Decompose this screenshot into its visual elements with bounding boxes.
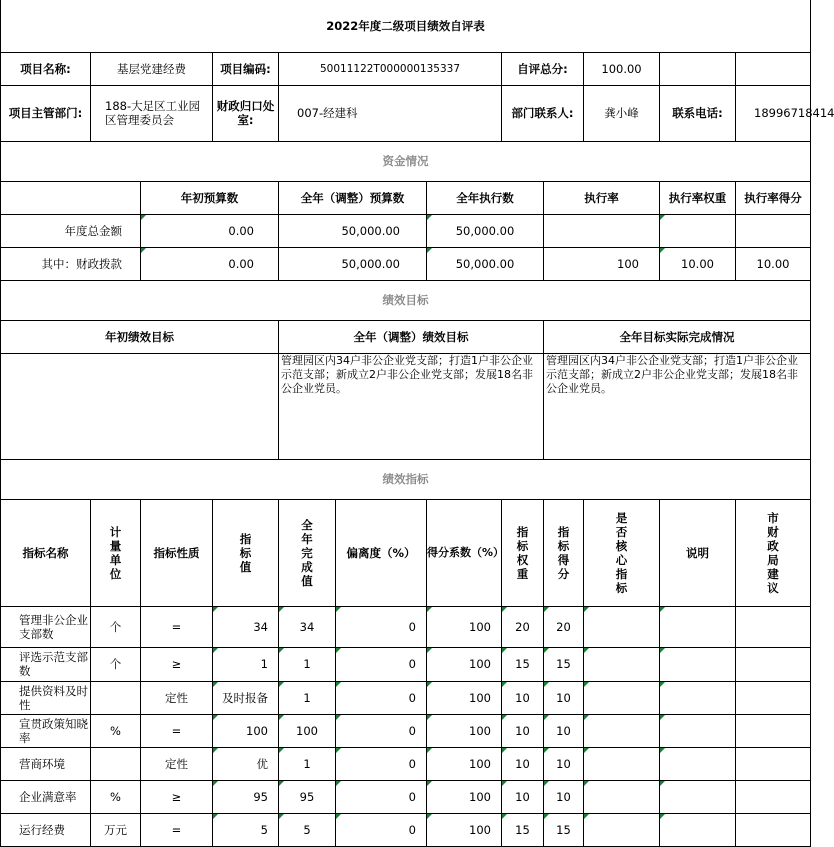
indicator-advice	[736, 747, 811, 780]
ind-header-core: 是否核心指标	[584, 499, 660, 606]
indicator-score: 15	[544, 647, 584, 681]
indicator-deviation: 0	[336, 780, 427, 813]
goals-header-adjusted: 全年（调整）绩效目标	[279, 320, 544, 353]
indicator-coef: 100	[427, 747, 502, 780]
indicator-coef: 100	[427, 813, 502, 846]
indicator-deviation: 0	[336, 681, 427, 714]
goals-header-initial: 年初绩效目标	[1, 320, 279, 353]
indicator-advice	[736, 681, 811, 714]
contact-label: 部门联系人:	[502, 85, 584, 141]
goals-initial	[1, 353, 279, 459]
ind-header-nature: 指标性质	[141, 499, 213, 606]
ind-header-unit: 计量单位	[91, 499, 141, 606]
indicator-deviation: 0	[336, 606, 427, 647]
indicator-done: 1	[279, 647, 336, 681]
goals-section-title: 绩效目标	[1, 280, 811, 320]
indicator-deviation: 0	[336, 714, 427, 747]
funds-header-rate: 执行率	[544, 181, 660, 214]
indicator-value: 1	[213, 647, 279, 681]
empty-header-cell	[1, 181, 141, 214]
indicator-core	[584, 714, 660, 747]
indicator-unit: %	[91, 780, 141, 813]
indicator-row	[1, 606, 811, 647]
indicator-advice	[736, 780, 811, 813]
funds-score: 10.00	[736, 247, 811, 280]
indicator-core	[584, 813, 660, 846]
indicator-unit: %	[91, 714, 141, 747]
indicator-note	[660, 780, 736, 813]
indicator-weight: 15	[502, 813, 544, 846]
indicator-score: 10	[544, 681, 584, 714]
goals-adjusted: 管理园区内34户非公企业党支部；打造1户非公企业示范支部；新成立2户非公企业党支部；发展18名非公企业党员。	[279, 353, 544, 459]
ind-header-score: 指标得分	[544, 499, 584, 606]
funds-row-label: 其中：财政拨款	[1, 247, 141, 280]
sheet-title: 2022年度二级项目绩效自评表	[1, 0, 811, 52]
empty-cell	[736, 52, 811, 85]
indicator-row	[1, 647, 811, 681]
indicator-coef: 100	[427, 681, 502, 714]
indicator-coef: 100	[427, 714, 502, 747]
indicator-note	[660, 606, 736, 647]
indicator-core	[584, 647, 660, 681]
indicator-nature: =	[141, 714, 213, 747]
indicator-done: 95	[279, 780, 336, 813]
ind-header-coef: 得分系数（%）	[427, 499, 502, 606]
indicator-value: 5	[213, 813, 279, 846]
funds-adjusted: 50,000.00	[279, 214, 427, 247]
indicator-row	[1, 747, 811, 780]
funds-header-score: 执行率得分	[736, 181, 811, 214]
indicator-advice	[736, 647, 811, 681]
self-score-label: 自评总分:	[502, 52, 584, 85]
indicator-done: 100	[279, 714, 336, 747]
indicator-deviation: 0	[336, 647, 427, 681]
indicator-value: 优	[213, 747, 279, 780]
indicator-value: 34	[213, 606, 279, 647]
indicator-name: 评选示范支部数	[1, 647, 91, 681]
indicator-weight: 10	[502, 714, 544, 747]
indicator-nature: ≥	[141, 647, 213, 681]
self-score: 100.00	[584, 52, 660, 85]
project-name-label: 项目名称:	[1, 52, 91, 85]
indicator-value: 95	[213, 780, 279, 813]
dept-label: 项目主管部门:	[1, 85, 91, 141]
project-code-label: 项目编码:	[213, 52, 279, 85]
indicator-advice	[736, 606, 811, 647]
phone-label: 联系电话:	[660, 85, 736, 141]
indicator-name: 企业满意率	[1, 780, 91, 813]
indicator-rows	[1, 606, 811, 846]
indicator-value: 100	[213, 714, 279, 747]
indicator-score: 10	[544, 747, 584, 780]
indicator-deviation: 0	[336, 747, 427, 780]
funds-weight	[660, 214, 736, 247]
indicator-nature: =	[141, 813, 213, 846]
funds-adjusted: 50,000.00	[279, 247, 427, 280]
indicator-note	[660, 747, 736, 780]
indicator-name: 管理非公企业支部数	[1, 606, 91, 647]
indicator-value: 及时报备	[213, 681, 279, 714]
indicator-coef: 100	[427, 780, 502, 813]
funds-rate: 100	[544, 247, 660, 280]
indicator-row	[1, 681, 811, 714]
indicator-done: 34	[279, 606, 336, 647]
indicator-coef: 100	[427, 647, 502, 681]
ind-header-note: 说明	[660, 499, 736, 606]
indicator-unit: 万元	[91, 813, 141, 846]
indicator-nature: ≥	[141, 780, 213, 813]
ind-header-advice: 市财政局建议	[736, 499, 811, 606]
indicator-name: 营商环境	[1, 747, 91, 780]
indicator-row	[1, 813, 811, 846]
indicator-weight: 10	[502, 780, 544, 813]
indicator-note	[660, 681, 736, 714]
funds-header-adjusted: 全年（调整）预算数	[279, 181, 427, 214]
indicator-weight: 10	[502, 681, 544, 714]
phone-value: 18996718414	[736, 85, 811, 141]
indicator-score: 20	[544, 606, 584, 647]
funds-weight: 10.00	[660, 247, 736, 280]
indicator-unit	[91, 747, 141, 780]
indicator-weight: 20	[502, 606, 544, 647]
project-code: 50011122T000000135337	[279, 52, 502, 85]
indicator-advice	[736, 714, 811, 747]
indicator-unit	[91, 681, 141, 714]
indicator-nature: 定性	[141, 747, 213, 780]
indicator-name: 运行经费	[1, 813, 91, 846]
funds-row-label: 年度总金额	[1, 214, 141, 247]
funds-initial: 0.00	[141, 247, 279, 280]
funds-row-total	[1, 214, 811, 247]
contact-value: 龚小峰	[584, 85, 660, 141]
indicator-done: 1	[279, 747, 336, 780]
indicator-note	[660, 813, 736, 846]
goals-header-actual: 全年目标实际完成情况	[544, 320, 811, 353]
indicator-core	[584, 606, 660, 647]
ind-header-done: 全年完成值	[279, 499, 336, 606]
indicator-nature: 定性	[141, 681, 213, 714]
indicators-section-title: 绩效指标	[1, 459, 811, 499]
indicator-unit: 个	[91, 606, 141, 647]
indicator-row	[1, 714, 811, 747]
funds-executed: 50,000.00	[427, 247, 544, 280]
indicator-done: 5	[279, 813, 336, 846]
ind-header-value: 指标值	[213, 499, 279, 606]
indicator-weight: 15	[502, 647, 544, 681]
indicator-score: 10	[544, 714, 584, 747]
indicator-note	[660, 714, 736, 747]
indicator-name: 提供资料及时性	[1, 681, 91, 714]
indicator-weight: 10	[502, 747, 544, 780]
indicator-done: 1	[279, 681, 336, 714]
dept-value: 188-大足区工业园区管理委员会	[91, 85, 213, 141]
indicator-advice	[736, 813, 811, 846]
indicator-core	[584, 780, 660, 813]
indicator-score: 15	[544, 813, 584, 846]
ind-header-name: 指标名称	[1, 499, 91, 606]
indicator-row	[1, 780, 811, 813]
indicator-unit: 个	[91, 647, 141, 681]
goals-actual: 管理园区内34户非公企业党支部；打造1户非公企业示范支部；新成立2户非公企业党支部；发展18名非公企业党员。	[544, 353, 811, 459]
funds-section-title: 资金情况	[1, 141, 811, 181]
indicator-core	[584, 747, 660, 780]
funds-header-weight: 执行率权重	[660, 181, 736, 214]
indicator-deviation: 0	[336, 813, 427, 846]
indicator-score: 10	[544, 780, 584, 813]
indicator-core	[584, 681, 660, 714]
empty-cell	[660, 52, 736, 85]
funds-executed: 50,000.00	[427, 214, 544, 247]
project-name: 基层党建经费	[91, 52, 213, 85]
funds-header-initial: 年初预算数	[141, 181, 279, 214]
ind-header-weight: 指标权重	[502, 499, 544, 606]
ind-header-deviation: 偏离度（%）	[336, 499, 427, 606]
indicator-coef: 100	[427, 606, 502, 647]
indicator-nature: =	[141, 606, 213, 647]
finance-label: 财政归口处室:	[213, 85, 279, 141]
indicator-name: 宣贯政策知晓率	[1, 714, 91, 747]
finance-value: 007-经建科	[279, 85, 502, 141]
funds-header-executed: 全年执行数	[427, 181, 544, 214]
indicator-note	[660, 647, 736, 681]
funds-row-finance	[1, 247, 811, 280]
funds-score	[736, 214, 811, 247]
funds-rate	[544, 214, 660, 247]
funds-initial: 0.00	[141, 214, 279, 247]
